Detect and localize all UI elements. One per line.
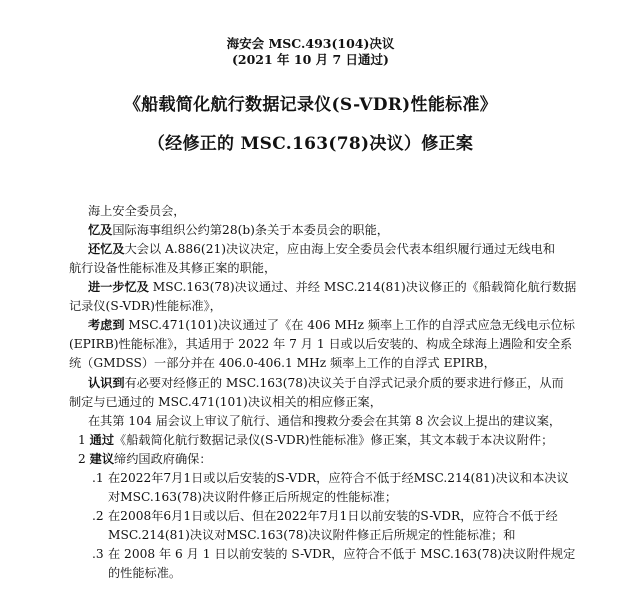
paragraph-further-recalling: 进一步忆及 MSC.163(78)决议通过、并经 MSC.214(81)决议修正的《船载简化航行数据 bbox=[88, 280, 577, 294]
addressee: 海上安全委员会， bbox=[88, 204, 186, 218]
document-title-line1: 《船载简化航行数据记录仪(S-VDR)性能标准》 bbox=[123, 95, 498, 115]
paragraph-having-considered: 在其第 104 届会议上审议了航行、通信和搜救分委会在其第 8 次会议上提出的建议案， bbox=[88, 414, 562, 428]
paragraph-considering-cont1: (EPIRB)性能标准》，其适用于 2022 年 7 月 1 日或以后安装的、构成全球海上遇险和安全系 bbox=[69, 337, 573, 351]
document-title-line2: （经修正的 MSC.163(78)决议）修正案 bbox=[147, 134, 474, 154]
paragraph-considering: 考虑到 MSC.471(101)决议通过了《在 406 MHz 频率上工作的自浮式应急无线电示位标 bbox=[88, 318, 575, 332]
resolution-number: 海安会 MSC.493(104)决议 bbox=[226, 36, 395, 51]
paragraph-recalling: 忆及国际海事组织公约第28(b)条关于本委员会的职能， bbox=[88, 223, 389, 237]
subitem-2-line1: 在2008年6月1日或以后、但在2022年7月1日以前安装的S-VDR，应符合不低于经 bbox=[108, 509, 558, 523]
subitem-1-line2: 对MSC.163(78)决议附件修正后所规定的性能标准； bbox=[108, 490, 398, 504]
paragraph-also-recalling-cont: 航行设备性能标准及其修正案的职能， bbox=[69, 261, 277, 275]
adoption-date: (2021 年 10 月 7 日通过) bbox=[232, 52, 389, 67]
subitem-3-number: .3 bbox=[92, 547, 104, 561]
paragraph-further-recalling-cont: 记录仪(S-VDR)性能标准》， bbox=[69, 299, 222, 313]
paragraph-considering-cont2: 统（GMDSS）一部分并在 406.0-406.1 MHz 频率上工作的自浮式 EPIRB， bbox=[69, 356, 496, 370]
paragraph-recognizing-cont: 制定与已通过的 MSC.471(101)决议相关的相应修正案， bbox=[69, 395, 382, 409]
paragraph-recognizing: 认识到有必要对经修正的 MSC.163(78)决议关于自浮式记录介质的要求进行修正，从而 bbox=[88, 376, 564, 390]
operative-item-2: 2 建议缔约国政府确保： bbox=[78, 452, 212, 466]
paragraph-also-recalling: 还忆及大会以 A.886(21)决议决定，应由海上安全委员会代表本组织履行通过无线电和 bbox=[88, 242, 556, 256]
subitem-3-line1: 在 2008 年 6 月 1 日以前安装的 S-VDR，应符合不低于 MSC.163(78)决议附件规定 bbox=[108, 547, 576, 561]
subitem-2-number: .2 bbox=[92, 509, 104, 523]
subitem-3-line2: 的性能标准。 bbox=[108, 566, 182, 580]
subitem-2-line2: MSC.214(81)决议对MSC.163(78)决议附件修正后所规定的性能标准；和 bbox=[108, 528, 516, 542]
subitem-1-number: .1 bbox=[92, 471, 104, 485]
subitem-1-line1: 在2022年7月1日或以后安装的S-VDR，应符合不低于经MSC.214(81)决议和本决议 bbox=[108, 471, 569, 485]
operative-item-1: 1 通过《船载简化航行数据记录仪(S-VDR)性能标准》修正案，其文本载于本决议附件； bbox=[78, 433, 554, 447]
